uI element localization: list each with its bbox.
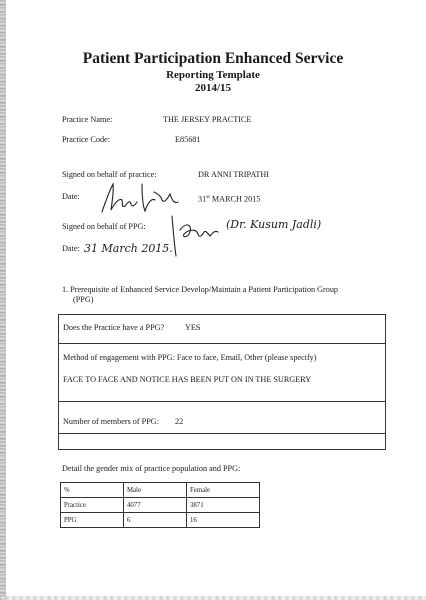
- has-ppg-value: YES: [185, 323, 201, 332]
- gender-heading: Detail the gender mix of practice population and PPG:: [62, 464, 241, 473]
- practice-date-label: Date:: [62, 192, 80, 201]
- table-cell: Practice: [61, 498, 124, 513]
- ppg-date-label: Date:: [62, 244, 80, 253]
- table-row: [61, 513, 260, 528]
- scan-bottom-edge: [0, 596, 426, 600]
- row-divider: [59, 433, 385, 434]
- table-cell: PPG: [61, 513, 124, 528]
- table-cell: 6: [124, 513, 187, 528]
- table-row: [61, 498, 260, 513]
- row-divider: [59, 343, 385, 344]
- practice-date-value: 31st MARCH 2015: [198, 194, 261, 204]
- section1-heading: 1. Prerequisite of Enhanced Service Develop/Maintain a Patient Participation Group: [62, 285, 339, 294]
- table-header-cell: Female: [187, 483, 260, 498]
- ppg-signature-name: (Dr. Kusum Jadli): [226, 218, 322, 231]
- members-label: Number of members of PPG:: [63, 417, 159, 426]
- table-cell: 3871: [187, 498, 260, 513]
- page-title: Patient Participation Enhanced Service: [82, 50, 344, 67]
- ppg-date-handwritten: 31 March 2015.: [84, 242, 173, 255]
- practice-code-label: Practice Code:: [62, 135, 110, 144]
- reporting-year: 2014/15: [194, 82, 232, 94]
- gender-mix-table: [60, 482, 260, 528]
- table-header-cell: Male: [124, 483, 187, 498]
- engagement-label: Method of engagement with PPG: Face to face, Email, Other (please specify): [63, 353, 317, 362]
- table-header-row: [61, 483, 260, 498]
- practice-signature-image: [98, 178, 183, 216]
- table-cell: 4077: [124, 498, 187, 513]
- table-cell: 16: [187, 513, 260, 528]
- practice-name-value: THE JERSEY PRACTICE: [163, 115, 252, 124]
- signed-practice-label: Signed on behalf of practice:: [62, 170, 157, 179]
- members-value: 22: [175, 417, 184, 426]
- ppg-details-box: [58, 314, 386, 450]
- row-divider: [59, 401, 385, 402]
- has-ppg-label: Does the Practice have a PPG?: [63, 323, 165, 332]
- ppg-signature-image: [166, 212, 224, 260]
- practice-code-value: E85681: [175, 135, 201, 144]
- section1-heading-cont: (PPG): [73, 295, 94, 304]
- practice-signer-name: DR ANNI TRIPATHI: [198, 170, 269, 179]
- page-subtitle: Reporting Template: [166, 69, 260, 81]
- engagement-value: FACE TO FACE AND NOTICE HAS BEEN PUT ON IN THE SURGERY: [63, 375, 312, 384]
- signed-ppg-label: Signed on behalf of PPG:: [62, 222, 146, 231]
- practice-name-label: Practice Name:: [62, 115, 113, 124]
- table-header-cell: %: [61, 483, 124, 498]
